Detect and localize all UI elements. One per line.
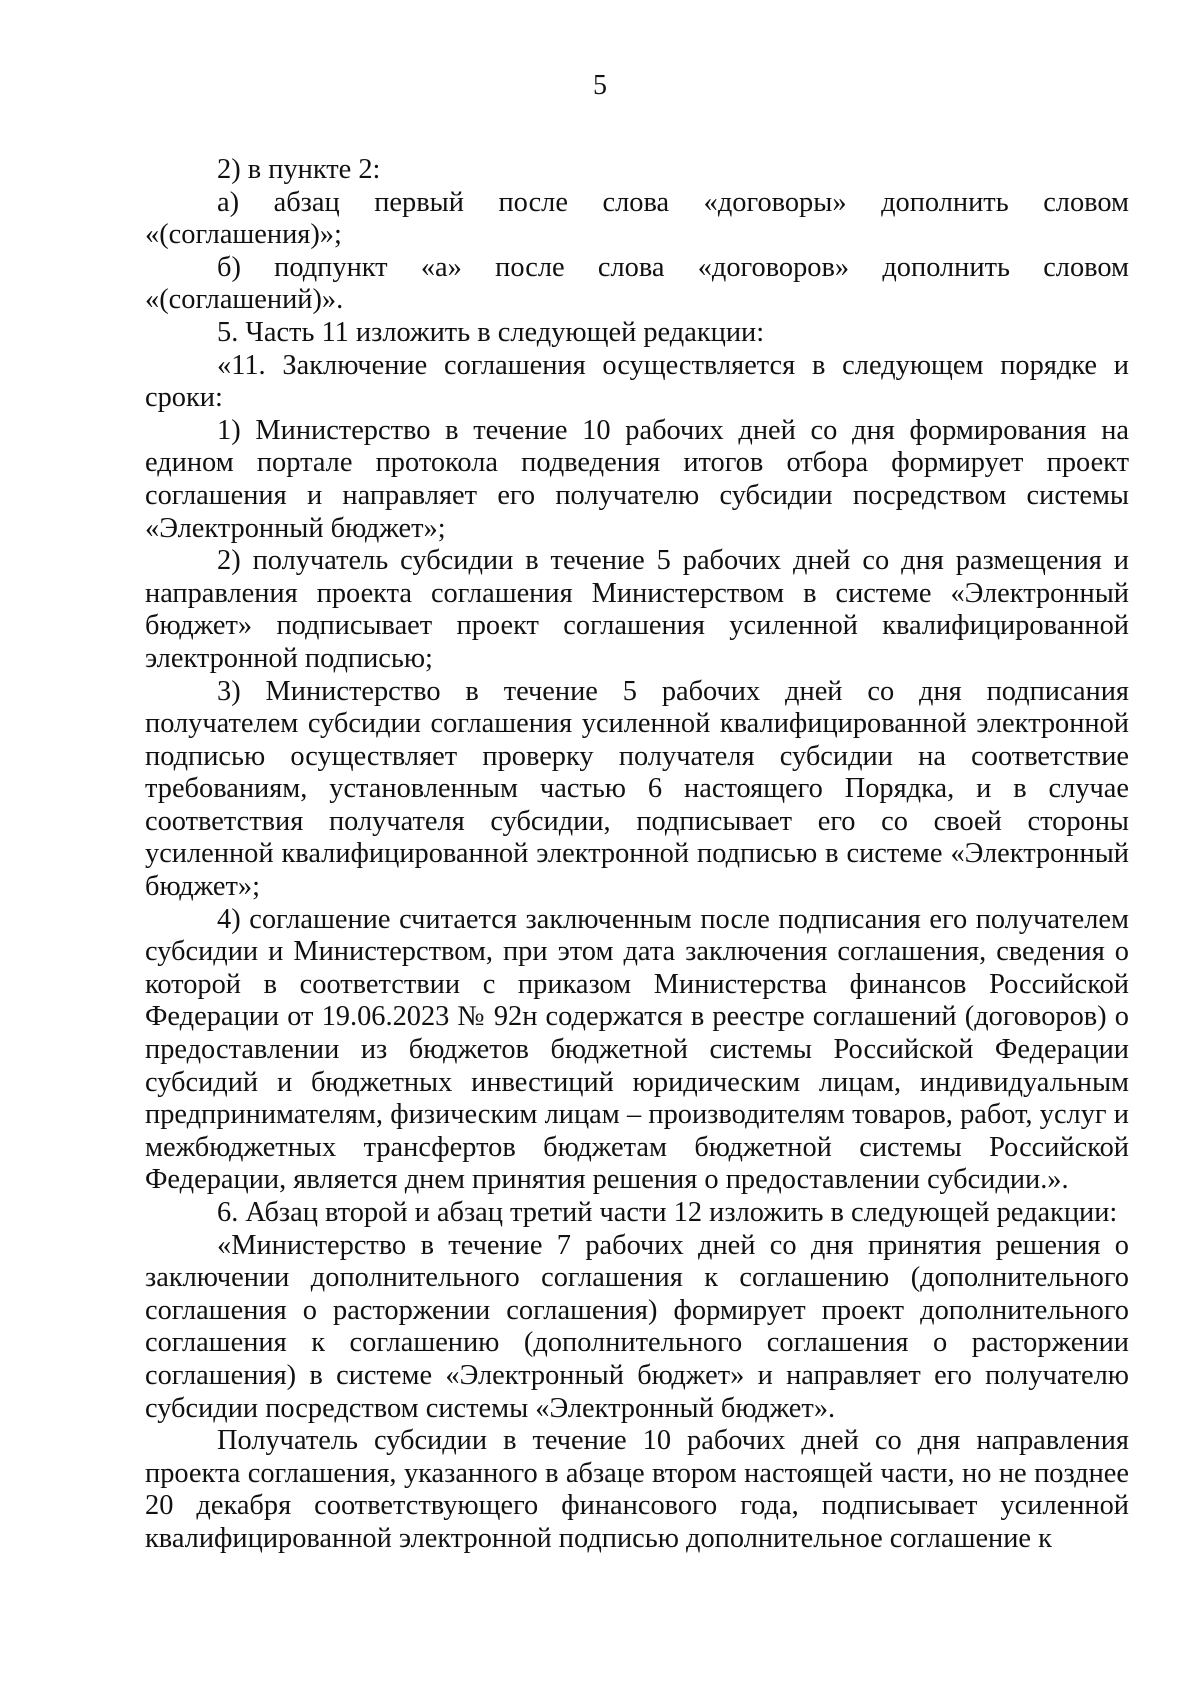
paragraph: 4) соглашение считается заключенным после подписания его получателем субсидии и Министерством, при этом дата заключения соглашения, сведения о которой в соответствии с приказом Министерства финансов Российской Федерации от 19.06.2023 № 92н содержатся в реестре соглашений (договоров) о предоставлении из бюджетов бюджетной системы Российской Федерации субсидий и бюджетных инвестиций юридическим лицам, индивидуальным предпринимателям, физическим лицам – производителям товаров, работ, услуг и межбюджетных трансфертов бюджетам бюджетной системы Российской Федерации, является днем принятия решения о предоставлении субсидии.».	[145, 903, 1129, 1196]
paragraph: б) подпункт «а» после слова «договоров» дополнить словом «(соглашений)».	[145, 251, 1129, 316]
paragraph: 2) в пункте 2:	[217, 154, 381, 185]
document-body	[145, 154, 1129, 1556]
paragraph: 5. Часть 11 изложить в следующей редакции:	[217, 316, 765, 348]
paragraph: 1) Министерство в течение 10 рабочих дней со дня формирования на едином портале протокола подведения итогов отбора формирует проект соглашения и направляет его получателю субсидии посредством системы «Электронный бюджет»;	[145, 414, 1129, 544]
paragraph: «Министерство в течение 7 рабочих дней со дня принятия решения о заключении дополнительного соглашения к соглашению (дополнительного соглашения о расторжении соглашения) формирует проект дополнительного соглашения к соглашению (дополнительного соглашения о расторжении соглашения) в системе «Электронный бюджет» и направляет его получателю субсидии посредством системы «Электронный бюджет».	[145, 1229, 1129, 1424]
paragraph: 6. Абзац второй и абзац третий части 12 изложить в следующей редакции:	[217, 1197, 1118, 1228]
page-number: 5	[593, 70, 607, 101]
paragraph: а) абзац первый после слова «договоры» дополнить словом «(соглашения)»;	[145, 186, 1129, 251]
paragraph: 3) Министерство в течение 5 рабочих дней со дня подписания получателем субсидии соглашения усиленной квалифицированной электронной подписью осуществляет проверку получателя субсидии на соответствие требованиям, установленным частью 6 настоящего Порядка, и в случае соответствия получателя субсидии, подписывает его со своей стороны усиленной квалифицированной электронной подписью в системе «Электронный бюджет»;	[145, 675, 1129, 903]
paragraph: 2) получатель субсидии в течение 5 рабочих дней со дня размещения и направления проекта соглашения Министерством в системе «Электронный бюджет» подписывает проект соглашения усиленной квалифицированной электронной подписью;	[145, 545, 1129, 674]
paragraph: Получатель субсидии в течение 10 рабочих дней со дня направления проекта соглашения, указанного в абзаце втором настоящей части, но не позднее 20 декабря соответствующего финансового года, подписывает усиленной квалифицированной электронной подписью дополнительное соглашение к	[145, 1425, 1129, 1554]
paragraph: «11. Заключение соглашения осуществляется в следующем порядке и сроки:	[145, 349, 1129, 414]
